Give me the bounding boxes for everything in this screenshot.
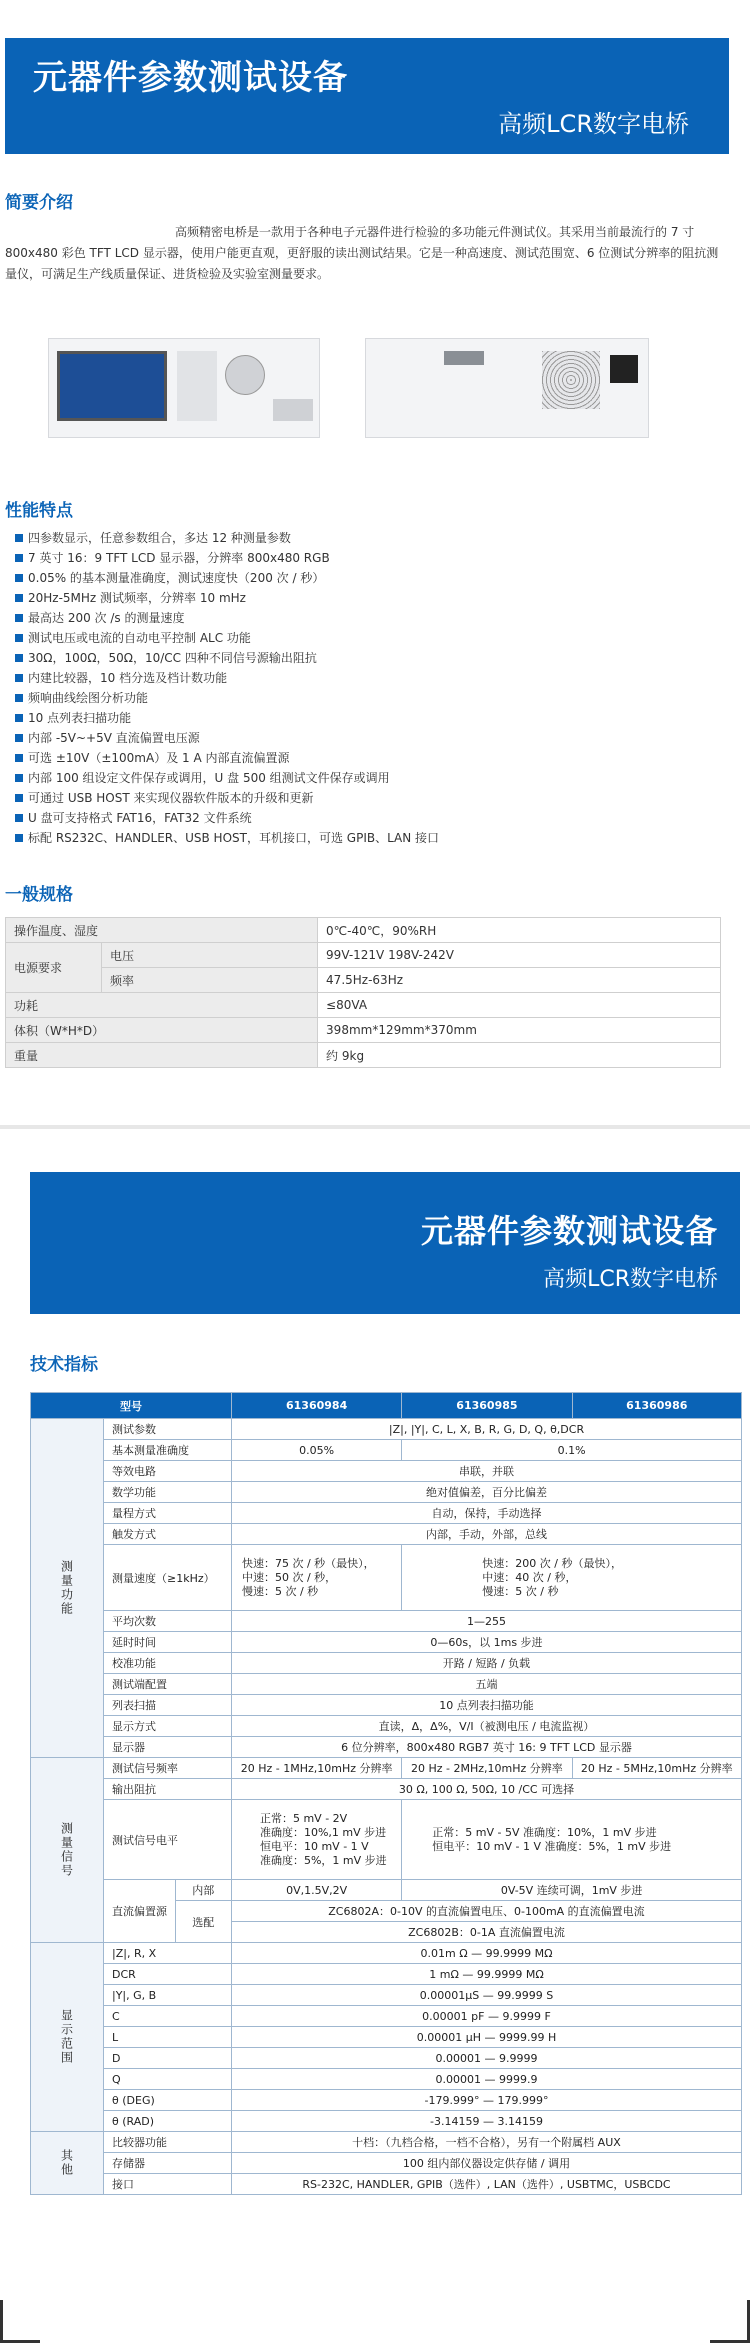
spec-value: 1—255 (231, 1611, 741, 1632)
spec-label: 平均次数 (104, 1611, 232, 1632)
general-title: 一般规格 (5, 885, 73, 905)
spec-value: 0—60s，以 1ms 步进 (231, 1632, 741, 1653)
freq-value: 47.5Hz-63Hz (318, 968, 721, 993)
corner-mark (0, 2300, 3, 2343)
spec-value: 0.1% (402, 1440, 742, 1461)
feature-item: 0.05% 的基本测量准确度，测试速度快（200 次 / 秒） (10, 568, 710, 588)
model-61360984: 61360984 (231, 1393, 401, 1419)
power-socket (610, 355, 638, 383)
spec-label: 测试参数 (104, 1419, 232, 1440)
features-list (10, 528, 710, 848)
spec-label: 测试信号电平 (104, 1800, 232, 1880)
intro-text: 高频精密电桥是一款用于各种电子元器件进行检验的多功能元件测试仪。其采用当前最流行的 7 寸 800x480 彩色 TFT LCD 显示器，使用户能更直观，更舒服的读出测试结果。它是一种高速度、测试范围宽、6 位测试分辨率的阻抗测量仪，可满足生产线质量保证、进货检验及实验室测量要求。 (5, 225, 719, 281)
spec-value: |Z|, |Y|, C, L, X, B, R, G, D, Q, θ,DCR (231, 1419, 741, 1440)
spec-value: 1 mΩ — 99.9999 MΩ (231, 1964, 741, 1985)
spec-value-multiline: 快速：75 次 / 秒（最快）， 中速：50 次 / 秒， 慢速：5 次 / 秒 (231, 1545, 401, 1611)
spec-value: 6 位分辨率，800x480 RGB7 英寸 16: 9 TFT LCD 显示器 (231, 1737, 741, 1758)
env-label: 操作温度、湿度 (6, 918, 318, 943)
top-banner (5, 38, 729, 154)
feature-item: 20Hz-5MHz 测试频率，分辨率 10 mHz (10, 588, 710, 608)
spec-value: -179.999° — 179.999° (231, 2090, 741, 2111)
spec-value: 20 Hz - 2MHz,10mHz 分辨率 (402, 1758, 572, 1779)
weight-label: 重量 (6, 1043, 318, 1068)
volume-value: 398mm*129mm*370mm (318, 1018, 721, 1043)
power-label: 电源要求 (6, 943, 102, 993)
voltage-value: 99V-121V 198V-242V (318, 943, 721, 968)
spec-label: 校准功能 (104, 1653, 232, 1674)
spec-value-multiline: 正常：5 mV - 5V 准确度：10%，1 mV 步进 恒电平：10 mV - 1 V 准确度：5%，1 mV 步进 (402, 1800, 742, 1880)
feature-item: 可选 ±10V（±100mA）及 1 A 内部直流偏置源 (10, 748, 710, 768)
general-spec-table (5, 917, 721, 1068)
spec-label: 直流偏置源 (104, 1880, 176, 1943)
spec-label: 测试信号频率 (104, 1758, 232, 1779)
volume-label: 体积（W*H*D） (6, 1018, 318, 1043)
spec-value: 30 Ω, 100 Ω, 50Ω, 10 /CC 可选择 (231, 1779, 741, 1800)
spec-label: 基本测量准确度 (104, 1440, 232, 1461)
feature-item: 可通过 USB HOST 来实现仪器软件版本的升级和更新 (10, 788, 710, 808)
spec-label: |Y|, G, B (104, 1985, 232, 2006)
group-measure: 测量功能 (31, 1419, 104, 1758)
model-61360986: 61360986 (572, 1393, 741, 1419)
spec-label: |Z|, R, X (104, 1943, 232, 1964)
lcd-screen (57, 351, 167, 421)
spec-value: 0.00001 — 9999.9 (231, 2069, 741, 2090)
feature-item: 10 点列表扫描功能 (10, 708, 710, 728)
page-divider (0, 1125, 750, 1129)
spec-banner (30, 1172, 740, 1314)
spec-value: 0.00001 — 9.9999 (231, 2048, 741, 2069)
group-other: 其他 (31, 2132, 104, 2195)
spec-sublabel: 内部 (175, 1880, 231, 1901)
spec-value: 绝对值偏差，百分比偏差 (231, 1482, 741, 1503)
spec-value: 100 组内部仪器设定供存储 / 调用 (231, 2153, 741, 2174)
voltage-label: 电压 (102, 943, 318, 968)
spec-value: ZC6802B：0-1A 直流偏置电流 (231, 1922, 741, 1943)
banner-subtitle: 高频LCR数字电桥 (498, 110, 689, 138)
spec-label: 测量速度（≥1kHz） (104, 1545, 232, 1611)
spec-label: 量程方式 (104, 1503, 232, 1524)
env-value: 0℃-40℃，90%RH (318, 918, 721, 943)
feature-item: 最高达 200 次 /s 的测量速度 (10, 608, 710, 628)
group-signal: 测量信号 (31, 1758, 104, 1943)
feature-item: 标配 RS232C、HANDLER、USB HOST，耳机接口，可选 GPIB、LAN 接口 (10, 828, 710, 848)
spec-value: 10 点列表扫描功能 (231, 1695, 741, 1716)
banner-title: 元器件参数测试设备 (33, 58, 348, 98)
spec-label: 比较器功能 (104, 2132, 232, 2153)
spec-value: 0.00001 μH — 9999.99 H (231, 2027, 741, 2048)
features-title: 性能特点 (5, 501, 73, 521)
spec-label: C (104, 2006, 232, 2027)
spec-value: 0.00001 pF — 9.9999 F (231, 2006, 741, 2027)
banner-title: 元器件参数测试设备 (420, 1212, 718, 1250)
spec-value: ZC6802A：0-10V 的直流偏置电压、0-100mA 的直流偏置电流 (231, 1901, 741, 1922)
spec-value: 20 Hz - 1MHz,10mHz 分辨率 (231, 1758, 401, 1779)
feature-item: 内部 -5V~+5V 直流偏置电压源 (10, 728, 710, 748)
feature-item: 四参数显示，任意参数组合，多达 12 种测量参数 (10, 528, 710, 548)
spec-label: D (104, 2048, 232, 2069)
consumption-label: 功耗 (6, 993, 318, 1018)
spec-value: -3.14159 — 3.14159 (231, 2111, 741, 2132)
spec-label: 等效电路 (104, 1461, 232, 1482)
spec-label: 显示器 (104, 1737, 232, 1758)
spec-label: 触发方式 (104, 1524, 232, 1545)
spec-label: L (104, 2027, 232, 2048)
dial-knob (225, 355, 265, 395)
spec-value: 0.05% (231, 1440, 401, 1461)
spec-value: 串联，并联 (231, 1461, 741, 1482)
fan-grille (542, 351, 600, 409)
feature-item: 7 英寸 16：9 TFT LCD 显示器，分辨率 800x480 RGB (10, 548, 710, 568)
tech-spec-table (30, 1392, 742, 2195)
banner-subtitle: 高频LCR数字电桥 (543, 1267, 718, 1292)
spec-label: θ (RAD) (104, 2111, 232, 2132)
feature-item: 30Ω，100Ω，50Ω，10/CC 四种不同信号源输出阻抗 (10, 648, 710, 668)
intro-title: 简要介绍 (5, 193, 73, 213)
spec-label: 列表扫描 (104, 1695, 232, 1716)
group-range: 显示范围 (31, 1943, 104, 2132)
model-header: 型号 (31, 1393, 232, 1419)
consumption-value: ≤80VA (318, 993, 721, 1018)
feature-item: 测试电压或电流的自动电平控制 ALC 功能 (10, 628, 710, 648)
spec-label: θ (DEG) (104, 2090, 232, 2111)
spec-value-multiline: 正常：5 mV - 2V 准确度：10%,1 mV 步进 恒电平：10 mV - 1 V 准确度：5%，1 mV 步进 (231, 1800, 401, 1880)
spec-label: 延时时间 (104, 1632, 232, 1653)
spec-value: 0V,1.5V,2V (231, 1880, 401, 1901)
spec-value: 内部，手动，外部，总线 (231, 1524, 741, 1545)
feature-item: U 盘可支持格式 FAT16，FAT32 文件系统 (10, 808, 710, 828)
spec-label: Q (104, 2069, 232, 2090)
spec-value: 五端 (231, 1674, 741, 1695)
spec-label: 输出阻抗 (104, 1779, 232, 1800)
spec-value: 开路 / 短路 / 负载 (231, 1653, 741, 1674)
spec-label: 数学功能 (104, 1482, 232, 1503)
spec-label: 存储器 (104, 2153, 232, 2174)
spec-value-multiline: 快速：200 次 / 秒（最快）， 中速：40 次 / 秒， 慢速：5 次 / 秒 (402, 1545, 742, 1611)
feature-item: 内建比较器，10 档分选及档计数功能 (10, 668, 710, 688)
spec-value: 0.01m Ω — 99.9999 MΩ (231, 1943, 741, 1964)
spec-sublabel: 选配 (175, 1901, 231, 1943)
spec-title: 技术指标 (30, 1355, 98, 1375)
spec-value: 0V-5V 连续可调，1mV 步进 (402, 1880, 742, 1901)
spec-value: 自动，保持，手动选择 (231, 1503, 741, 1524)
model-61360985: 61360985 (402, 1393, 572, 1419)
weight-value: 约 9kg (318, 1043, 721, 1068)
rear-panel-photo (365, 338, 649, 438)
freq-label: 频率 (102, 968, 318, 993)
feature-item: 内部 100 组设定文件保存或调用，U 盘 500 组测试文件保存或调用 (10, 768, 710, 788)
spec-value: 0.00001μS — 99.9999 S (231, 1985, 741, 2006)
front-panel-photo (48, 338, 320, 438)
spec-label: 测试端配置 (104, 1674, 232, 1695)
spec-value: RS-232C, HANDLER, GPIB（选件）, LAN（选件）, USBTMC，USBCDC (231, 2174, 741, 2195)
feature-item: 频响曲线绘图分析功能 (10, 688, 710, 708)
spec-value: 直读，Δ，Δ%，V/I（被测电压 / 电流监视） (231, 1716, 741, 1737)
spec-value: 20 Hz - 5MHz,10mHz 分辨率 (572, 1758, 741, 1779)
spec-value: 十档：（九档合格，一档不合格），另有一个附属档 AUX (231, 2132, 741, 2153)
rear-connector (444, 351, 484, 365)
spec-label: 接口 (104, 2174, 232, 2195)
spec-label: 显示方式 (104, 1716, 232, 1737)
spec-label: DCR (104, 1964, 232, 1985)
